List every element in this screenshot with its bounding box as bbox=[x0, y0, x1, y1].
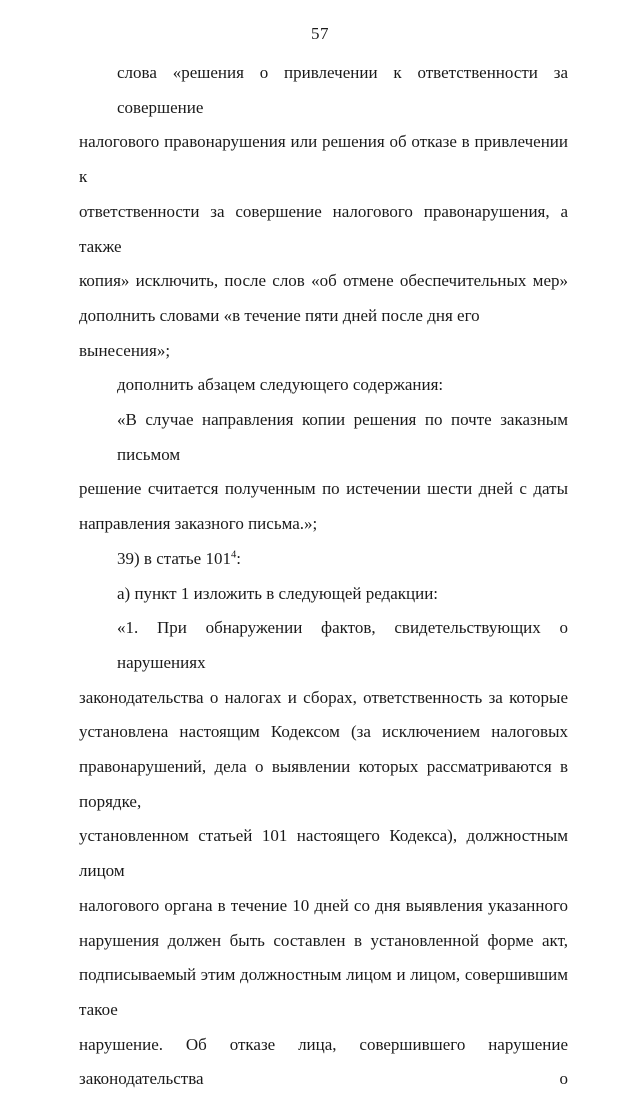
document-body bbox=[79, 56, 568, 1097]
text-line bbox=[79, 715, 568, 750]
text-line bbox=[79, 472, 568, 507]
text-line bbox=[79, 125, 568, 194]
text-line bbox=[79, 368, 568, 403]
text-line-content: законодательства о налогах и сборах, ответственность за которые bbox=[79, 687, 568, 707]
text-line bbox=[79, 958, 568, 1027]
text-line bbox=[79, 56, 568, 125]
text-line bbox=[79, 819, 568, 888]
text-line-content: копия» исключить, после слов «об отмене обеспечительных мер» bbox=[79, 271, 568, 291]
text-line-content: «1. При обнаружении фактов, свидетельствующих о нарушениях bbox=[117, 618, 568, 672]
text-line bbox=[79, 195, 568, 264]
text-line-tail: : bbox=[236, 548, 241, 568]
text-line-content: дополнить абзацем следующего содержания: bbox=[117, 375, 444, 395]
text-line-content: решение считается полученным по истечении шести дней с даты bbox=[79, 479, 568, 499]
text-line bbox=[79, 889, 568, 924]
text-line bbox=[79, 264, 568, 299]
text-line-content: установлена настоящим Кодексом (за исключением налоговых bbox=[79, 722, 568, 742]
text-line bbox=[79, 924, 568, 959]
text-line bbox=[79, 750, 568, 819]
text-line bbox=[79, 299, 568, 368]
text-line bbox=[79, 542, 568, 577]
text-line-content: нарушение. Об отказе лица, совершившего нарушение законодательства о bbox=[79, 1034, 568, 1089]
text-line-content: установленном статьей 101 настоящего Кодекса), должностным лицом bbox=[79, 826, 568, 881]
text-line-content: налогового правонарушения или решения об отказе в привлечении к bbox=[79, 132, 568, 187]
text-line bbox=[79, 611, 568, 680]
text-line-content: подписываемый этим должностным лицом и лицом, совершившим такое bbox=[79, 965, 568, 1019]
text-line-content: правонарушений, дела о выявлении которых рассматриваются в порядке, bbox=[79, 757, 568, 811]
text-line bbox=[79, 403, 568, 472]
text-line-content: направления заказного письма.»; bbox=[79, 514, 318, 534]
text-line-content: а) пункт 1 изложить в следующей редакции: bbox=[117, 583, 439, 603]
text-line-content: налогового органа в течение 10 дней со дня выявления указанного bbox=[79, 895, 568, 915]
text-line bbox=[79, 1028, 568, 1097]
text-line-content: нарушения должен быть составлен в установленной форме акт, bbox=[79, 930, 568, 950]
text-line bbox=[79, 507, 568, 542]
text-line-content: дополнить словами «в течение пяти дней после дня его вынесения»; bbox=[79, 305, 480, 360]
text-line-content: ответственности за совершение налогового правонарушения, а также bbox=[79, 201, 568, 256]
text-line bbox=[79, 681, 568, 716]
text-line-content: 39) в статье 101 bbox=[117, 548, 231, 568]
page-number: 57 bbox=[311, 24, 329, 43]
text-line bbox=[79, 577, 568, 612]
superscript: 4 bbox=[230, 549, 237, 561]
text-line-content: слова «решения о привлечении к ответственности за совершение bbox=[117, 63, 568, 117]
text-line-content: «В случае направления копии решения по почте заказным письмом bbox=[117, 410, 568, 464]
